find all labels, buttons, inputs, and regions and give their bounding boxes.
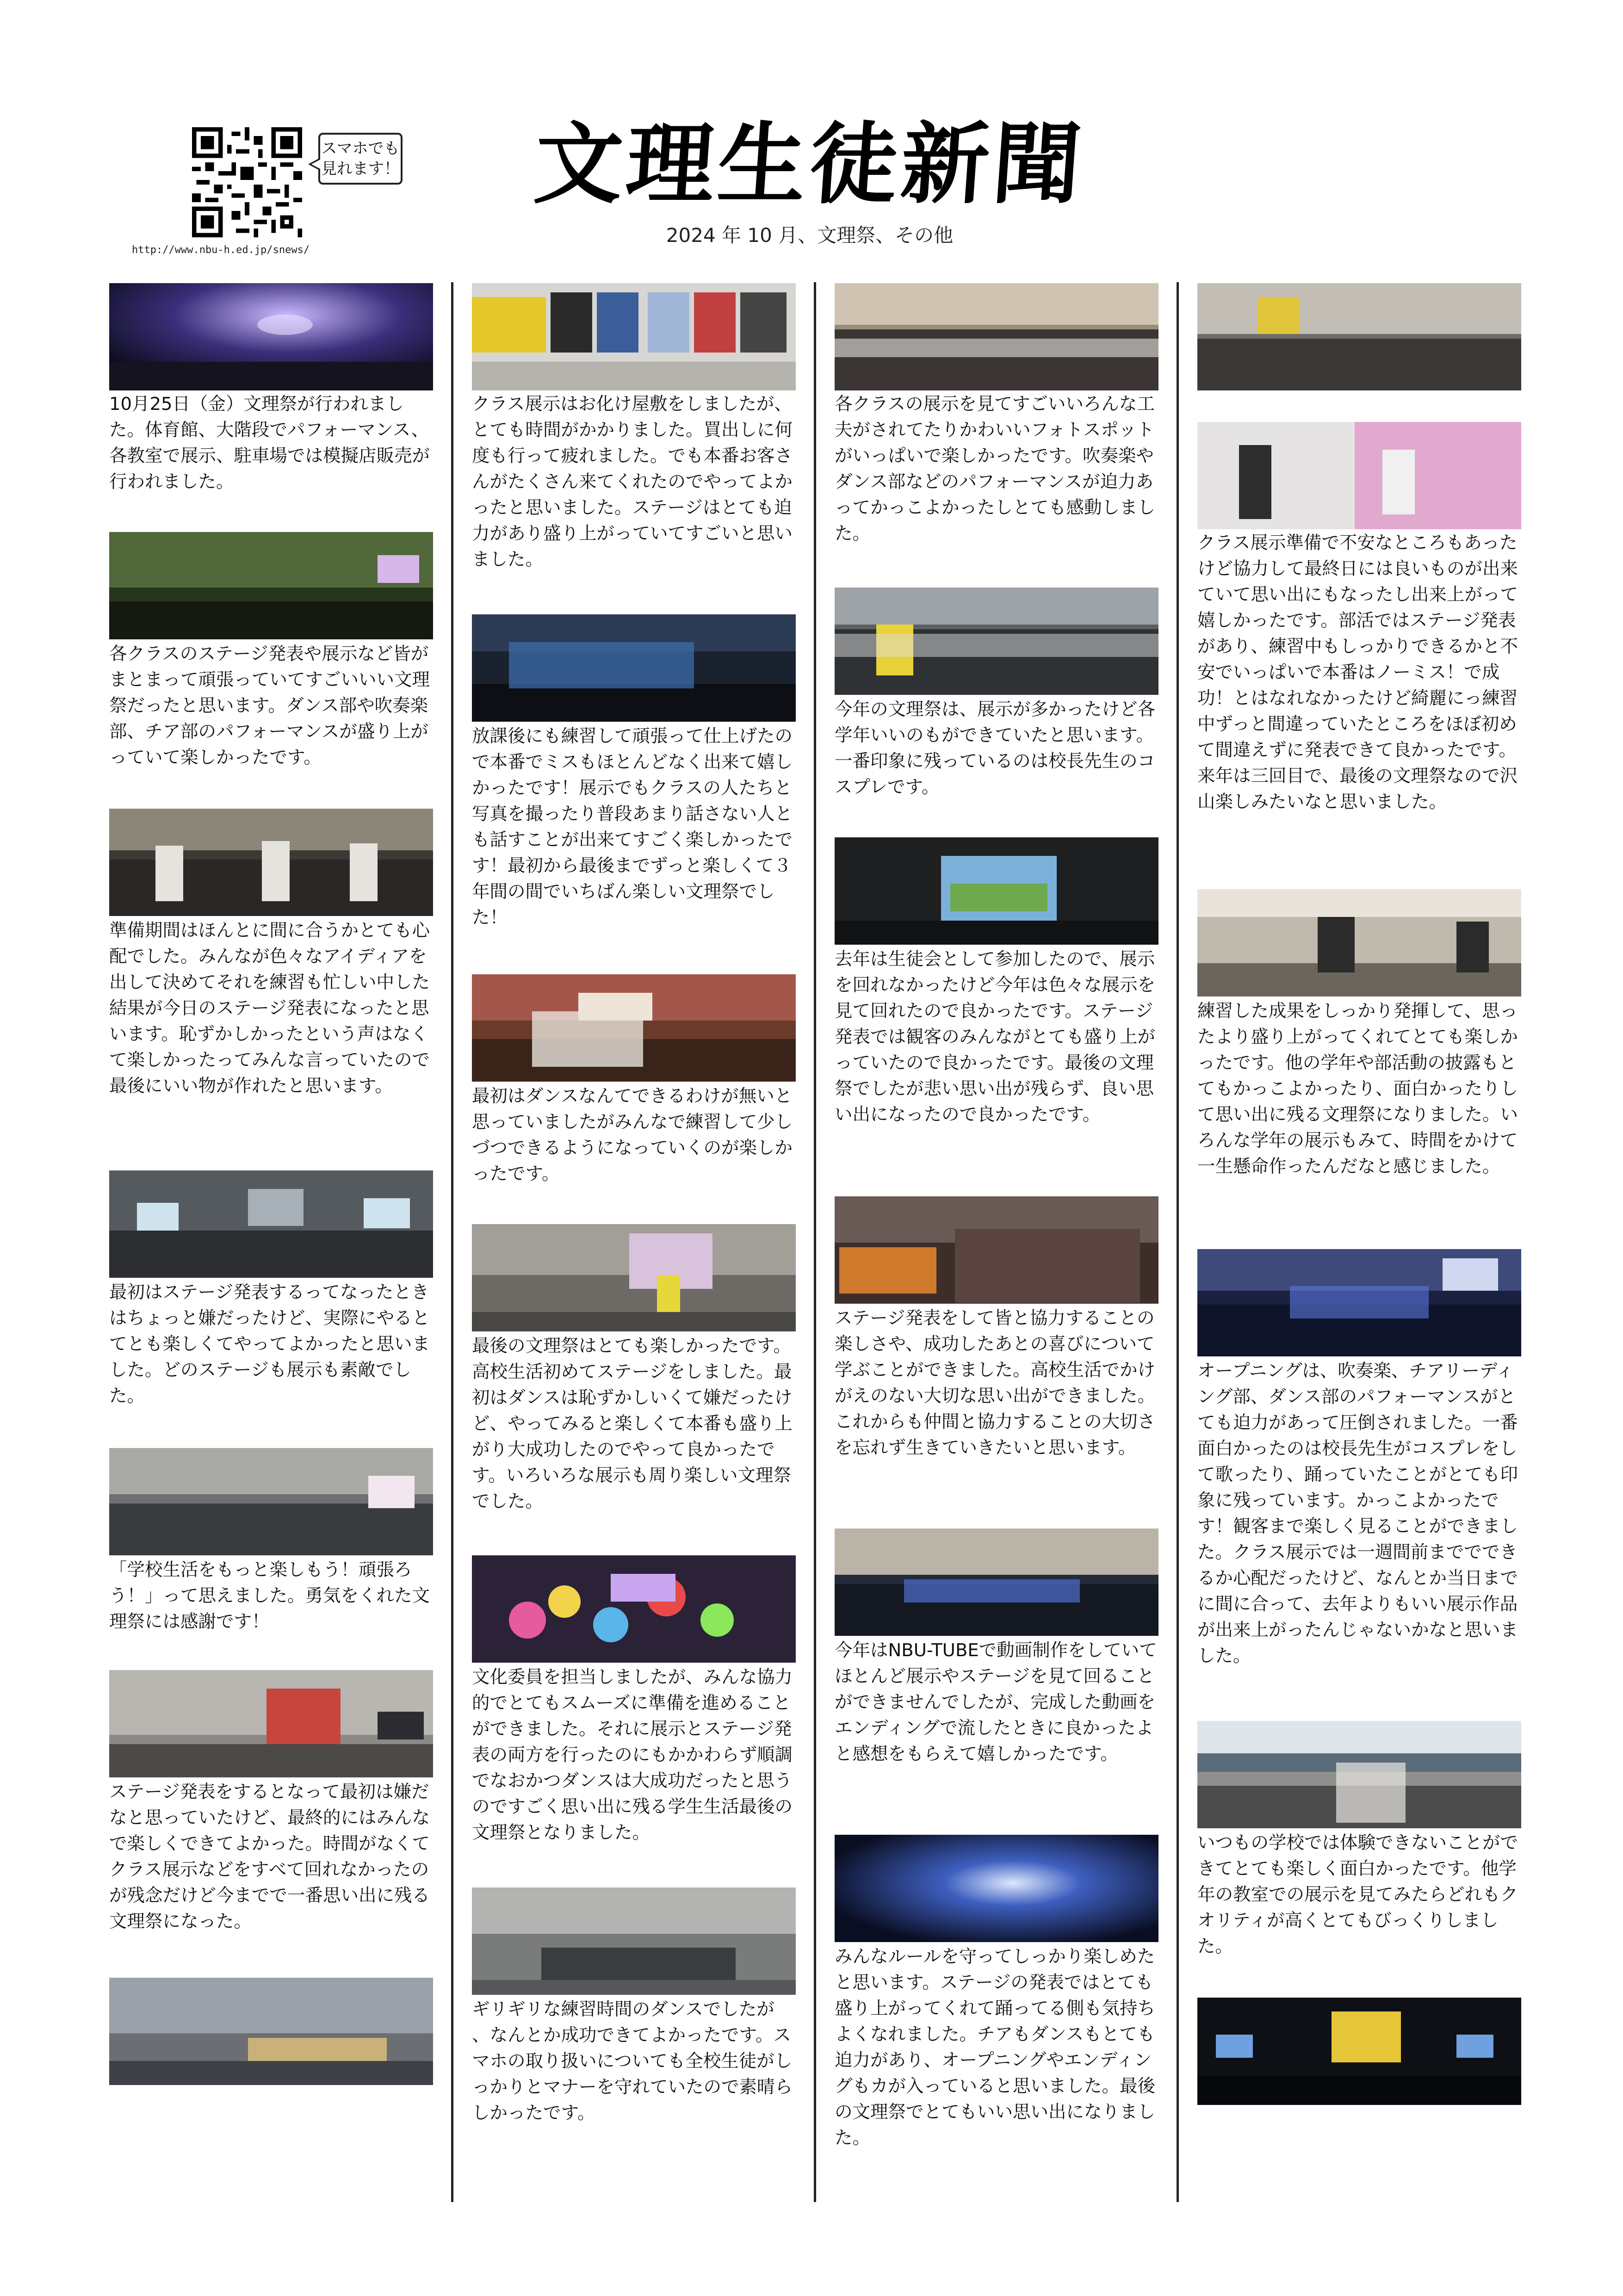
article-text: 各クラスのステージ発表や展示など皆がまとまって頑張っていてすごいいい文理祭だったと思います。ダンス部や吹奏楽部、チア部のパフォーマンスが盛り上がっていて楽しかったです。 bbox=[109, 644, 430, 768]
article-text: ステージ発表をして皆と協力することの楽しさや、成功したあとの喜びについて学ぶことができました。高校生活でかけがえのない大切な思い出ができました。これからも仲間と協力することの大切さを忘れず生きていきたいと思います。 bbox=[835, 1308, 1156, 1458]
photo-group-on-stage bbox=[835, 283, 1158, 390]
article-text: いつもの学校では体験できないことができてとても楽しく面白かったです。他学年の教室での展示を見てみたらどれもクオリティが高くとてもびっくりしました。 bbox=[1197, 1832, 1518, 1957]
qr-code[interactable] bbox=[192, 127, 302, 237]
article-text: 準備期間はほんとに間に合うかとても心配でした。みんなが色々なアイディアを出して決めてそれを練習も忙しい中した結果が今日のステージ発表になったと思います。恥ずかしかったという声はなくて楽しかったってみんな言っていたので最後にいい物が作れたと思います。 bbox=[109, 920, 430, 1096]
article-text: 最初はステージ発表するってなったときはちょっと嫌だったけど、実際にやるとてとも楽しくてやってよかったと思いました。どのステージも展示も素敵でした。 bbox=[109, 1282, 430, 1406]
article-text: 各クラスの展示を見てすごいいろんな工夫がされてたりかわいいフォトスポットがいっぱいで楽しかったです。吹奏楽やダンス部などのパフォーマンスが迫力あってかっこよかったしとても感動しました。 bbox=[835, 394, 1156, 544]
photo-balloon-exhibit bbox=[472, 1555, 796, 1663]
article-text: 最後の文理祭はとても楽しかったです。高校生活初めてステージをしました。最初はダンスは恥ずかしいくて嫌だったけど、やってみると楽しくて本番も盛り上がり大成功したのでやって良かったです。いろいろな展示も周り楽しい文理祭でした。 bbox=[472, 1336, 793, 1512]
photo-photo-spot bbox=[1197, 422, 1521, 529]
photo-hallway-crowd bbox=[1197, 283, 1521, 390]
article-text: みんなルールを守ってしっかり楽しめたと思います。ステージの発表ではとても盛り上がってくれて踊ってる側も気持ちよくなれました。チアもダンスもとても迫力があり、オープニングやエンディングもカが入っていると思いました。最後の文理祭でとてもいい思い出になりました。 bbox=[835, 1946, 1156, 2148]
article-text: 最初はダンスなんてできるわけが無いと思っていましたがみんなで練習して少しづつできるようになっていくのが楽しかったです。 bbox=[472, 1086, 793, 1184]
photo-dance-stage bbox=[472, 614, 796, 722]
column-divider bbox=[1177, 282, 1179, 2202]
photo-stage-lights bbox=[835, 1529, 1158, 1636]
photo-opening-stage bbox=[1197, 1249, 1521, 1356]
photo-band-performance bbox=[1197, 889, 1521, 996]
article-text: オープニングは、吹奏楽、チアリーディング部、ダンス部のパフォーマンスがとても迫力があって圧倒されました。一番面白かったのは校長先生がコスプレをして歌ったり、踊っていたことがとても印象に残っています。かっこよかったです！観客まで楽しく見ることができました。クラス展示では一週間前まででできるか心配だったけど、なんとか当日までに間に合って、去年よりもいい展示作品が出来上がったんじゃないかなと思いました。 bbox=[1197, 1361, 1518, 1666]
photo-class-group bbox=[109, 809, 433, 916]
article-text: 文化委員を担当しましたが、みんな協力的でとてもスムーズに準備を進めることができました。それに展示とステージ発表の両方を行ったのにもかかわらず順調でなおかつダンスは大成功だったと思うのですごく思い出に残る学生生活最後の文理祭となりました。 bbox=[472, 1667, 793, 1843]
photo-stage-band bbox=[109, 532, 433, 639]
column-divider bbox=[814, 282, 816, 2202]
article-text: ギリギリな練習時間のダンスでしたが 、なんとか成功できてよかったです。スマホの取り扱いについても全校生徒がしっかりとマナーを守れていたので素晴らしかったです。 bbox=[472, 1999, 793, 2123]
article-text: 「学校生活をもっと楽しもう！頑張ろう！」って思えました。勇気をくれた文理祭には感謝です！ bbox=[109, 1560, 430, 1632]
photo-ending-screen bbox=[1197, 1998, 1521, 2105]
photo-cheer-stage bbox=[472, 974, 796, 1082]
article-text: ステージ発表をするとなって最初は嫌だなと思っていたけど、最終的にはみんなで楽しくできてよかった。時間がなくてクラス展示などをすべて回れなかったのが残念だけど今までで一番思い出に残る文理祭になった。 bbox=[109, 1782, 430, 1932]
photo-food-stalls bbox=[1197, 1721, 1521, 1828]
photo-game-screen bbox=[835, 837, 1158, 945]
article-text: 今年の文理祭は、展示が多かったけど各学年いいのもができていたと思います。一番印象に残っているのは校長先生のコスプレです。 bbox=[835, 699, 1156, 798]
newsletter-url[interactable]: http://www.nbu-h.ed.jp/snews/ bbox=[132, 244, 310, 256]
newsletter-title: 文理生徒新聞 bbox=[531, 112, 1088, 216]
photo-stage-performance bbox=[109, 283, 433, 390]
article-text: 放課後にも練習して頑張って仕上げたので本番でミスもほとんどなく出来て嬉しかったです！展示でもクラスの人たちと写真を撮ったり普段あまり話さない人とも話すことが出来てすごく楽しかったです！最初から最後までずっと楽しくて３年間の間でいちばん楽しい文理祭でした！ bbox=[472, 726, 793, 928]
photo-students-hallway bbox=[472, 1224, 796, 1331]
column-divider bbox=[451, 282, 453, 2202]
issue-subtitle: 2024 年 10 月、文理祭、その他 bbox=[666, 224, 954, 247]
photo-gym-screen bbox=[109, 1170, 433, 1278]
qr-bubble-text: スマホでも 見れます！ bbox=[321, 139, 400, 178]
photo-av-booth bbox=[472, 1888, 796, 1995]
photo-dance-blue-light bbox=[835, 1835, 1158, 1942]
photo-halloween-booth bbox=[835, 1196, 1158, 1304]
photo-classroom bbox=[109, 1978, 433, 2085]
article-text: クラス展示はお化け屋敷をしましたが、とても時間がかかりました。買出しに何度も行って疲れました。でも本番お客さんがたくさん来てくれたのでやってよかったと思いました。ステージはとても迫力があり盛り上がっていてすごいと思いました。 bbox=[472, 394, 793, 570]
photo-exhibit-room bbox=[109, 1670, 433, 1777]
article-text: クラス展示準備で不安なところもあったけど協力して最終日には良いものが出来ていて思い出にもなったし出来上がって嬉しかったです。部活ではステージ発表があり、練習中もしっかりできるかと不安でいっぱいで本番はノーミス！で成功！とはなれなかったけど綺麗にっ練習中ずっと間違っていたところをほぼ初めて間違えずに発表できて良かったです。来年は三回目で、最後の文理祭なので沢山楽しみたいなと思いました。 bbox=[1197, 532, 1518, 812]
article-text: 練習した成果をしっかり発揮して、思ったより盛り上がってくれてとても楽しかったです。他の学年や部活動の披露もとてもかっこよかったり、面白かったりして思い出に残る文理祭になりました。いろんな学年の展示もみて、時間をかけて一生懸命作ったんだなと感じました。 bbox=[1197, 1001, 1518, 1177]
article-text: 10月25日（金）文理祭が行われました。体育館、大階段でパフォーマンス、各教室で展示、駐車場では模擬店販売が行われました。 bbox=[109, 394, 430, 492]
article-text: 去年は生徒会として参加したので、展示を回れなかったけど今年は色々な展示を見て回れたので良かったです。ステージ発表では観客のみんながとても盛り上がっていたので良かったです。最後の文理祭でしたが悲い思い出が残らず、良い思い出になったので良かったです。 bbox=[835, 949, 1156, 1125]
photo-class-exhibit-shirts bbox=[472, 283, 796, 390]
article-text: 今年はNBU-TUBEで動画制作をしていてほとんど展示やステージを見て回ることができませんでしたが、完成した動画をエンディングで流したときに良かったよと感想をもらえて嬉しかったです。 bbox=[835, 1640, 1157, 1764]
photo-principal-cosplay bbox=[835, 588, 1158, 695]
qr-speech-bubble bbox=[318, 133, 403, 185]
photo-gym-audience bbox=[109, 1448, 433, 1555]
